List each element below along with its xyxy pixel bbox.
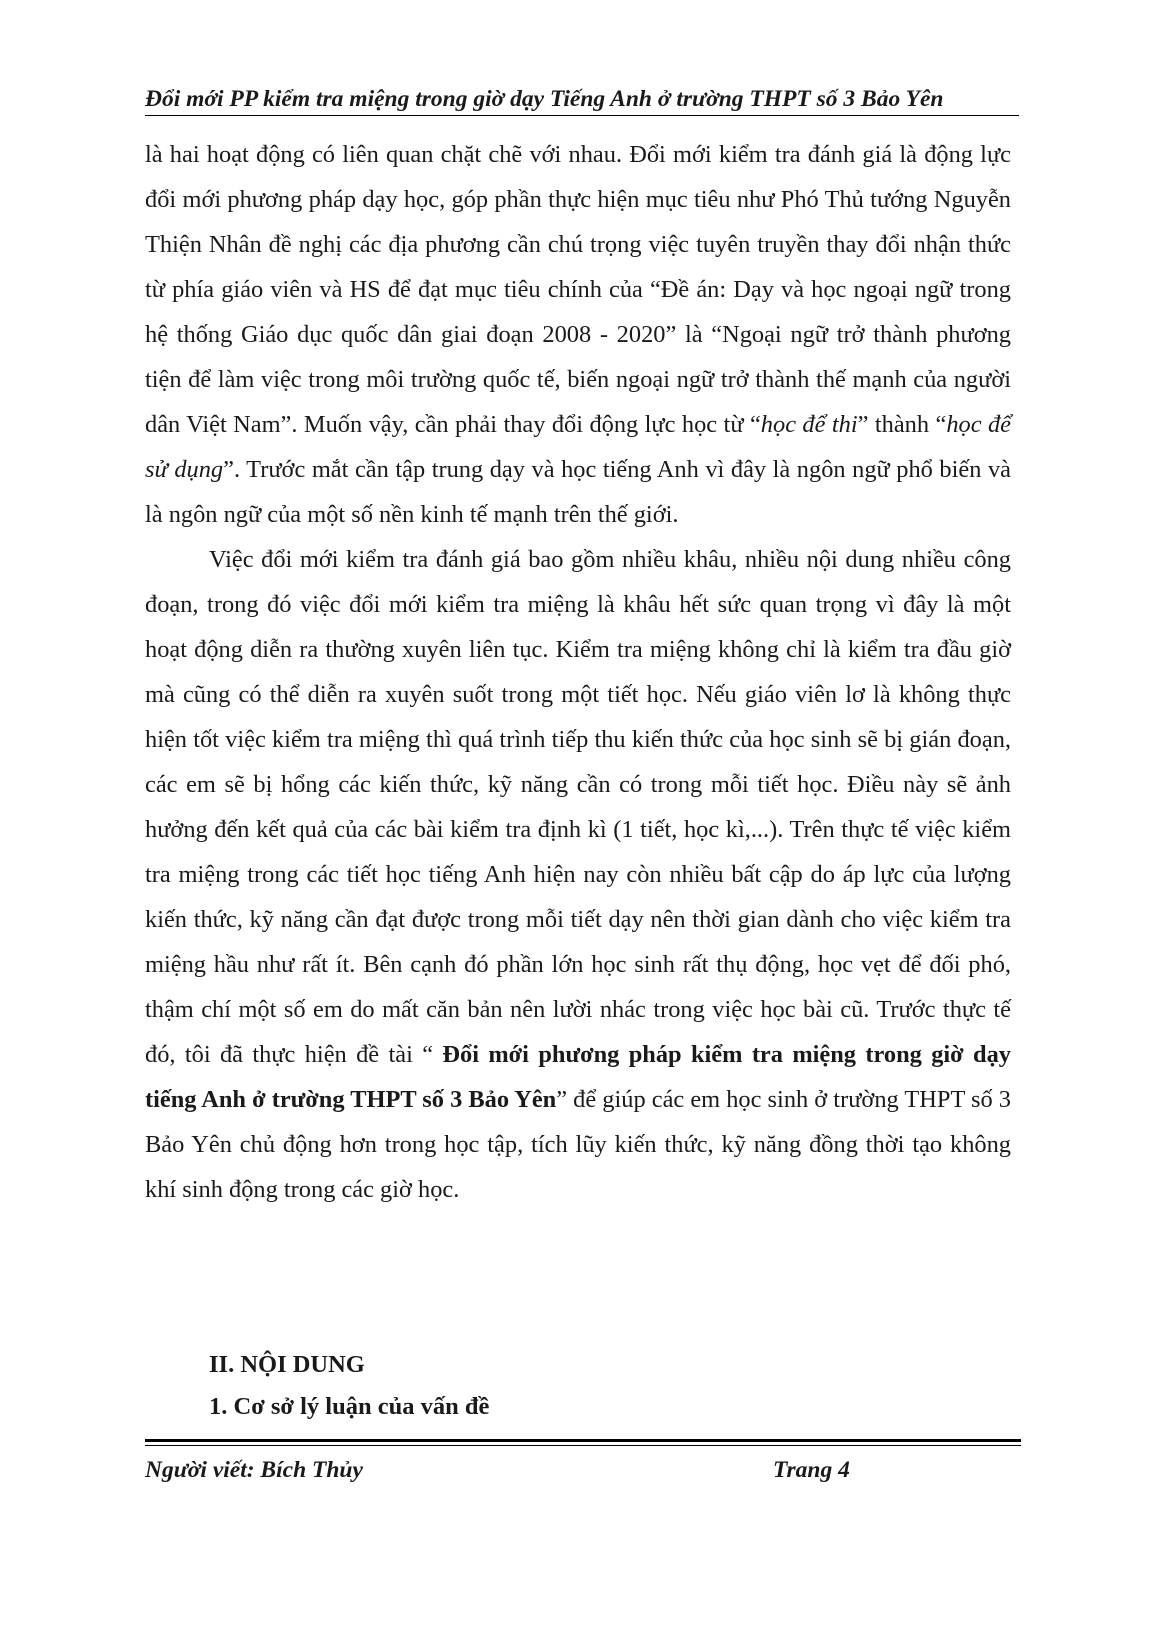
footer-rule-thick bbox=[145, 1439, 1021, 1442]
paragraph-1-italic-a: học để thi bbox=[760, 411, 858, 438]
footer-author: Người viết: Bích Thủy bbox=[145, 1457, 363, 1483]
page-header bbox=[145, 84, 995, 114]
paragraph-1-text-c: ”. Trước mắt cần tập trung dạy và học tiếng Anh vì đây là ngôn ngữ phổ biến và là ngôn ngữ của một số nền kinh tế mạnh trên thế giới. bbox=[145, 456, 1011, 528]
header-title: Đổi mới PP kiểm tra miệng trong giờ dạy Tiếng Anh ở trường THPT số 3 Bảo Yên bbox=[145, 86, 944, 112]
footer-page-number: Trang 4 bbox=[773, 1457, 850, 1483]
footer-rule-thin bbox=[145, 1445, 1021, 1446]
paragraph-2-text-b: ” để giúp các em học sinh ở trường THPT số 3 Bảo Yên chủ động hơn trong học tập, tích lũy kiến thức, kỹ năng đồng thời tạo không khí sinh động trong các giờ học. bbox=[145, 1086, 1012, 1203]
paragraph-2 bbox=[145, 537, 1011, 1212]
section-heading: II. NỘI DUNG bbox=[209, 1351, 365, 1378]
paragraph-2-text-a: Việc đổi mới kiểm tra đánh giá bao gồm nhiều khâu, nhiều nội dung nhiều công đoạn, trong đó việc đổi mới kiểm tra miệng là khâu hết sức quan trọng vì đây là một hoạt động diễn ra thường xuyên liên tục. Kiểm tra miệng không chỉ là kiểm tra đầu giờ mà cũng có thể diễn ra xuyên suốt trong một tiết học. Nếu giáo viên lơ là không thực hiện tốt việc kiểm tra miệng thì quá trình tiếp thu kiến thức của học sinh sẽ bị gián đoạn, các em sẽ bị hổng các kiến thức, kỹ năng cần có trong mỗi tiết học. Điều này sẽ ảnh hưởng đến kết quả của các bài kiểm tra định kì (1 tiết, học kì,...). Trên thực tế việc kiểm tra miệng trong các tiết học tiếng Anh hiện nay còn nhiều bất cập do áp lực của lượng kiến thức, kỹ năng cần đạt được trong mỗi tiết dạy nên thời gian dành cho việc kiểm tra miệng hầu như rất ít. Bên cạnh đó phần lớn học sinh rất thụ động, học vẹt để đối phó, thậm chí một số em do mất căn bản nên lười nhác trong việc học bài cũ. Trước thực tế đó, tôi đã thực hiện đề tài “ bbox=[145, 546, 1011, 1068]
subsection-heading: 1. Cơ sở lý luận của vấn đề bbox=[209, 1393, 490, 1420]
body-text bbox=[145, 132, 1011, 1212]
paragraph-1 bbox=[145, 132, 1011, 537]
paragraph-1-italic-b: học để sử dụng bbox=[145, 411, 1011, 483]
paragraph-1-text-a: là hai hoạt động có liên quan chặt chẽ với nhau. Đổi mới kiểm tra đánh giá là động lực đổi mới phương pháp dạy học, góp phần thực hiện mục tiêu như Phó Thủ tướng Nguyễn Thiện Nhân đề nghị các địa phương cần chú trọng việc tuyên truyền thay đổi nhận thức từ phía giáo viên và HS để đạt mục tiêu chính của “Đề án: Dạy và học ngoại ngữ trong hệ thống Giáo dục quốc dân giai đoạn 2008 - 2020” là “Ngoại ngữ trở thành phương tiện để làm việc trong môi trường quốc tế, biến ngoại ngữ trở thành thế mạnh của người dân Việt Nam”. Muốn vậy, cần phải thay đổi động lực học từ “ bbox=[145, 141, 1011, 438]
page-footer bbox=[145, 1454, 1021, 1488]
header-underline bbox=[145, 115, 1019, 116]
paragraph-1-text-b: ” thành “ bbox=[857, 411, 947, 438]
paragraph-2-bold-title: Đổi mới phương pháp kiểm tra miệng trong giờ dạy tiếng Anh ở trường THPT số 3 Bảo Yên bbox=[145, 1041, 1011, 1113]
